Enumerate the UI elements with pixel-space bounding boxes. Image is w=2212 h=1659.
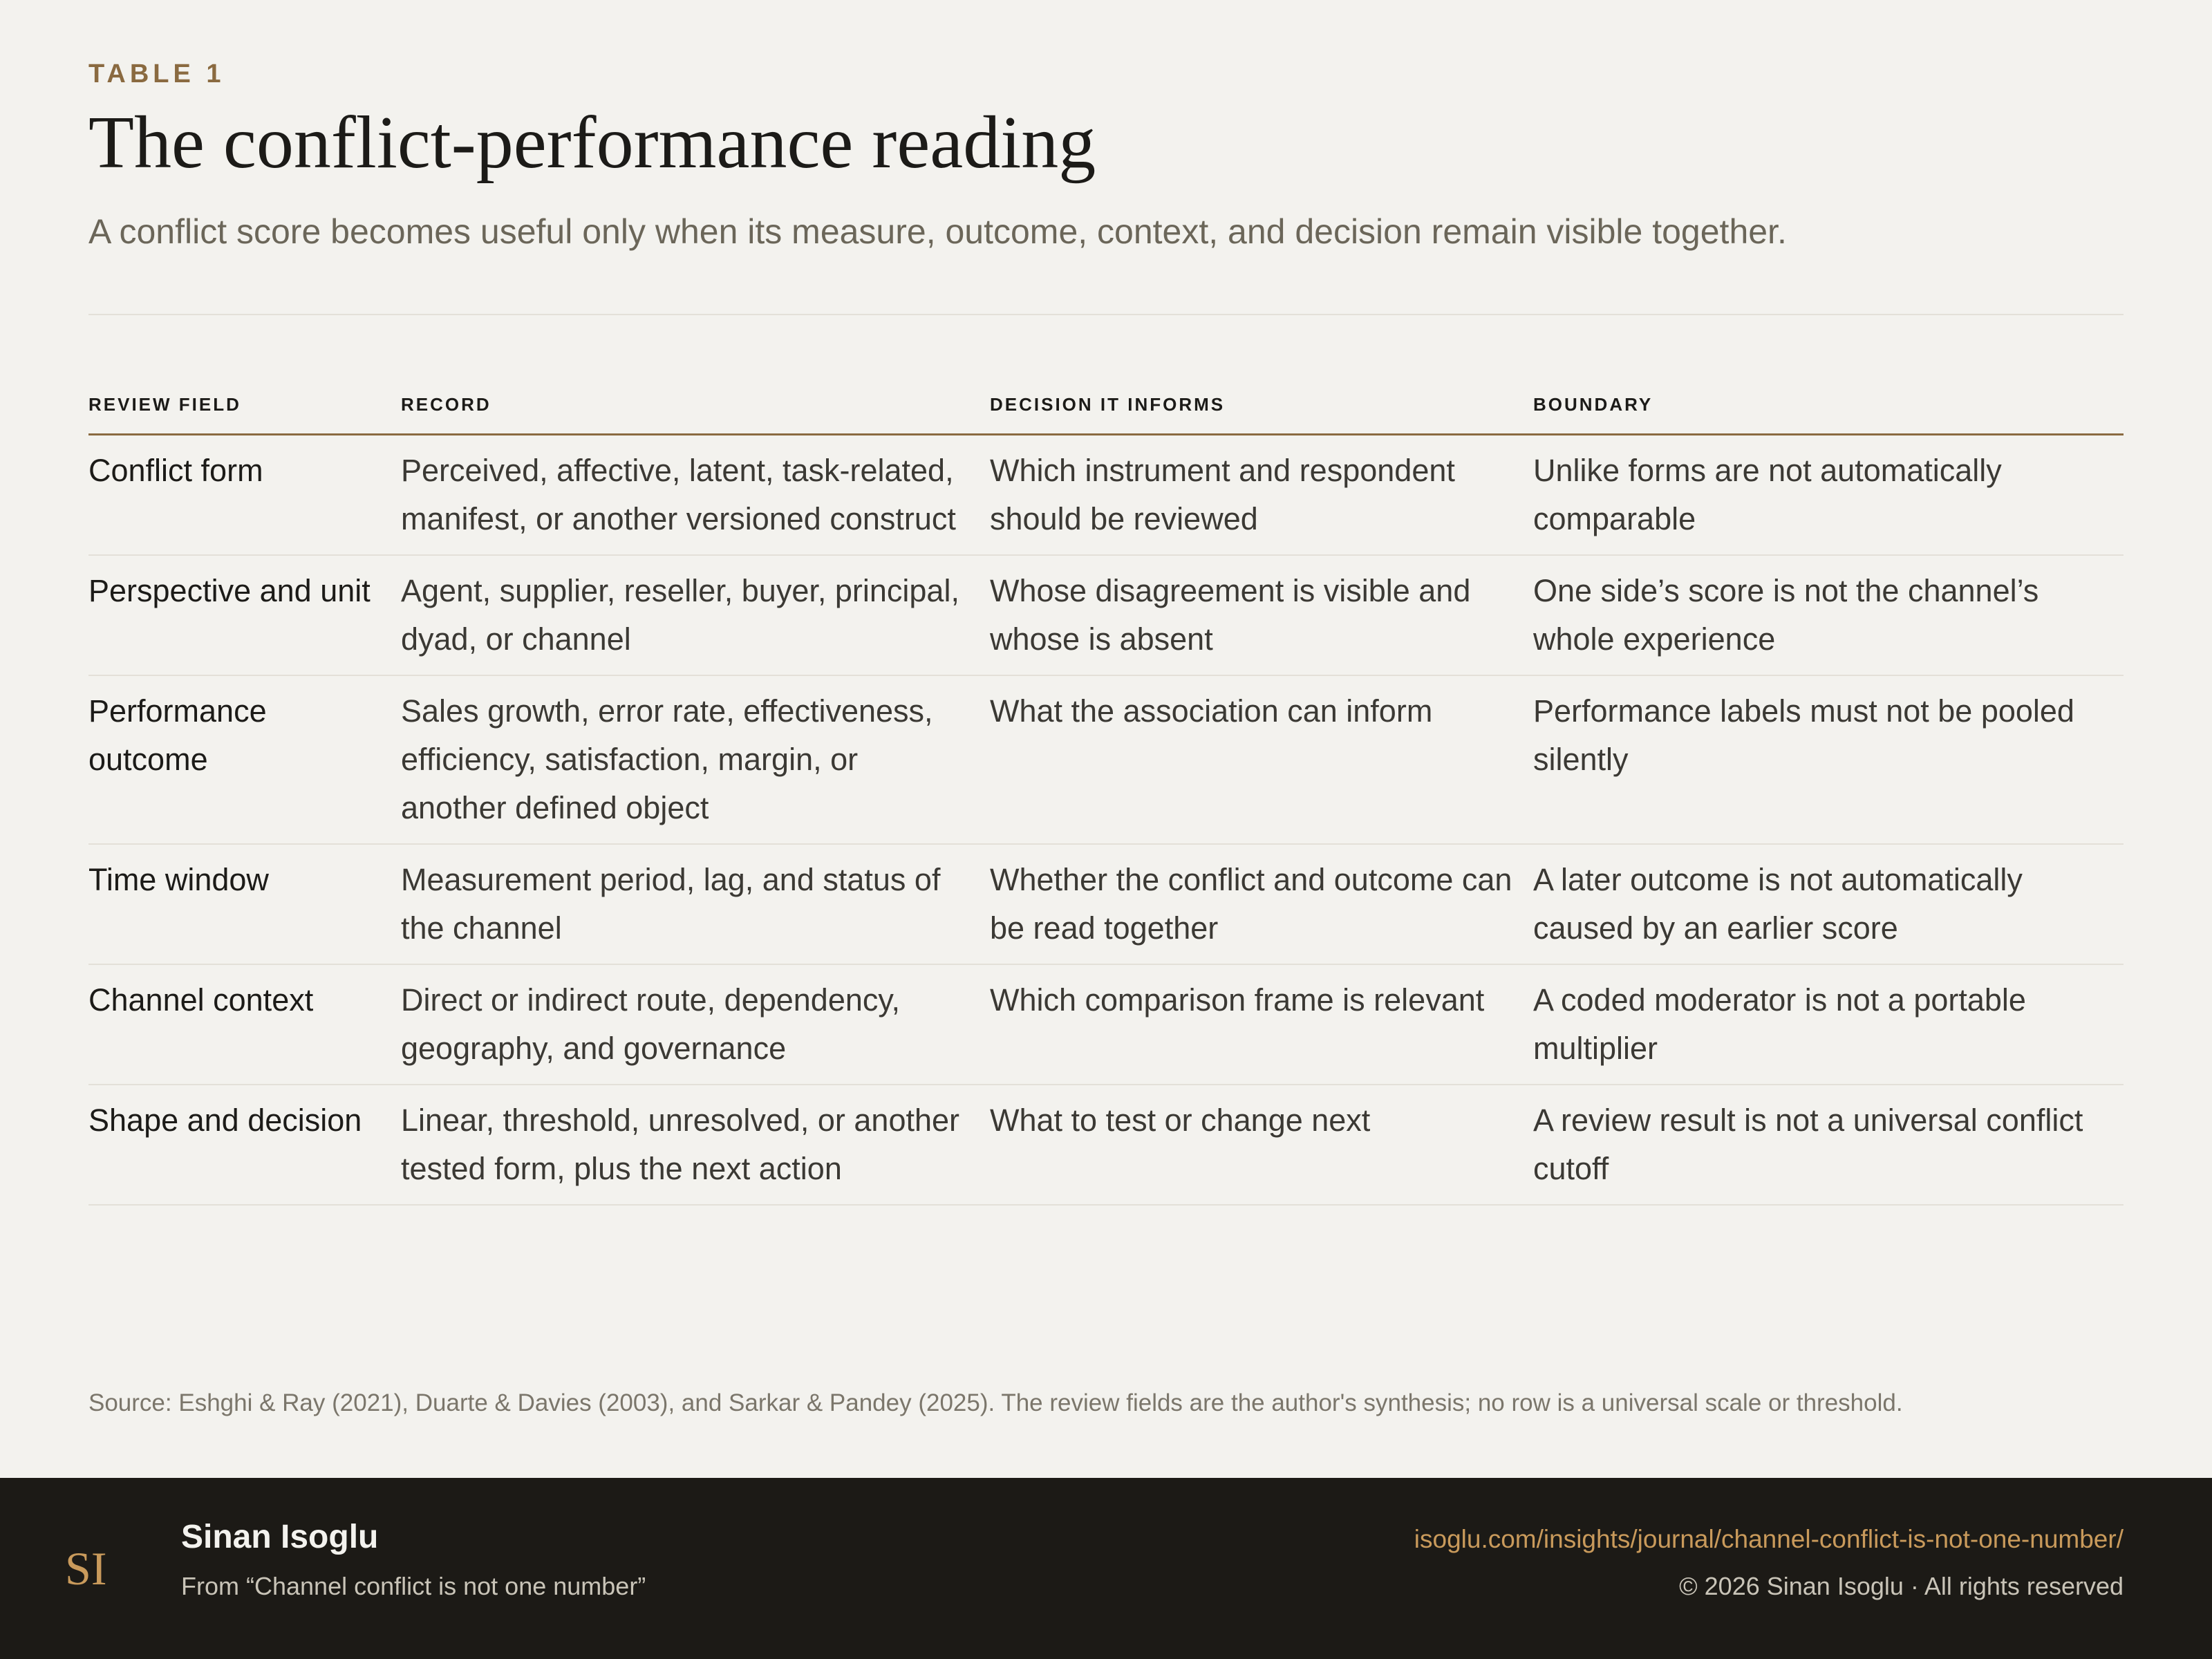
review-table (88, 394, 2124, 1206)
source-note: Source: Eshghi & Ray (2021), Duarte & Davies (2003), and Sarkar & Pandey (2025). The review fields are the author's synthesis; no row is a universal scale or threshold. (88, 1389, 1903, 1416)
cell-record: Direct or indirect route, dependency, geography, and governance (401, 964, 990, 1085)
cell-boundary: A review result is not a universal conflict cutoff (1533, 1085, 2124, 1205)
cell-decision: Whose disagreement is visible and whose is absent (990, 555, 1533, 675)
table-row (88, 844, 2124, 964)
author-name: Sinan Isoglu (181, 1519, 379, 1555)
column-header-boundary: BOUNDARY (1533, 394, 2124, 435)
divider (88, 314, 2124, 315)
table-number: TABLE 1 (88, 59, 225, 88)
cell-review-field: Performance outcome (88, 675, 401, 844)
cell-decision: Which comparison frame is relevant (990, 964, 1533, 1085)
page-title: The conflict-performance reading (88, 102, 1096, 184)
monogram-logo (64, 1539, 119, 1598)
table-row (88, 435, 2124, 556)
monogram-letters: SI (65, 1542, 107, 1595)
cell-boundary: A coded moderator is not a portable multiplier (1533, 964, 2124, 1085)
column-header-review-field: REVIEW FIELD (88, 394, 401, 435)
cell-review-field: Shape and decision (88, 1085, 401, 1205)
table-row (88, 1085, 2124, 1205)
table-row (88, 964, 2124, 1085)
copyright: © 2026 Sinan Isoglu · All rights reserved (1679, 1572, 2124, 1600)
table-row (88, 555, 2124, 675)
cell-boundary: One side’s score is not the channel’s whole experience (1533, 555, 2124, 675)
table-header-row (88, 394, 2124, 435)
cell-record: Sales growth, error rate, effectiveness, efficiency, satisfaction, margin, or another defined object (401, 675, 990, 844)
cell-boundary: Unlike forms are not automatically comparable (1533, 435, 2124, 556)
cell-review-field: Time window (88, 844, 401, 964)
cell-decision: What the association can inform (990, 675, 1533, 844)
cell-review-field: Perspective and unit (88, 555, 401, 675)
cell-record: Agent, supplier, reseller, buyer, principal, dyad, or channel (401, 555, 990, 675)
cell-review-field: Conflict form (88, 435, 401, 556)
cell-review-field: Channel context (88, 964, 401, 1085)
cell-record: Linear, threshold, unresolved, or another tested form, plus the next action (401, 1085, 990, 1205)
cell-boundary: A later outcome is not automatically caused by an earlier score (1533, 844, 2124, 964)
column-header-decision: DECISION IT INFORMS (990, 394, 1533, 435)
article-reference: From “Channel conflict is not one number” (181, 1572, 646, 1600)
cell-record: Perceived, affective, latent, task-related, manifest, or another versioned construct (401, 435, 990, 556)
cell-decision: Whether the conflict and outcome can be read together (990, 844, 1533, 964)
table-row (88, 675, 2124, 844)
cell-decision: What to test or change next (990, 1085, 1533, 1205)
article-link[interactable]: isoglu.com/insights/journal/channel-conflict-is-not-one-number/ (1414, 1525, 2124, 1553)
cell-boundary: Performance labels must not be pooled silently (1533, 675, 2124, 844)
cell-decision: Which instrument and respondent should be reviewed (990, 435, 1533, 556)
cell-record: Measurement period, lag, and status of the channel (401, 844, 990, 964)
footer (0, 1478, 2212, 1659)
page-subtitle: A conflict score becomes useful only when its measure, outcome, context, and decision remain visible together. (88, 212, 1787, 251)
column-header-record: RECORD (401, 394, 990, 435)
